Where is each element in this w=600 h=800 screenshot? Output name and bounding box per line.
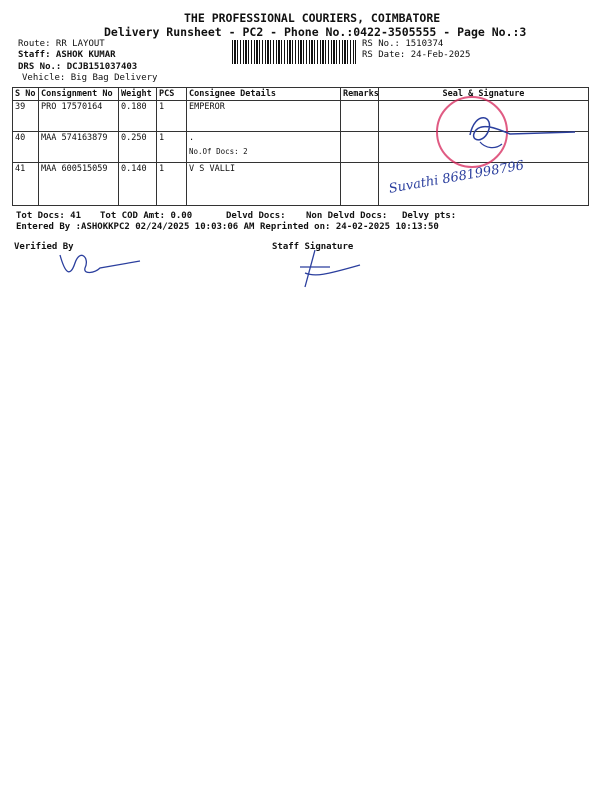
reprinted-on: Reprinted on: 24-02-2025 10:13:50 <box>260 222 439 232</box>
total-docs: Tot Docs: 41 <box>16 211 82 221</box>
table-header-row <box>13 88 589 101</box>
row-remarks <box>341 132 379 163</box>
docs-note: No.Of Docs: 2 <box>189 147 248 156</box>
staff-signature-label: Staff Signature <box>272 242 354 252</box>
verifier-signature <box>55 243 145 283</box>
row-pcs: 1 <box>157 101 187 132</box>
barcode <box>232 40 356 64</box>
column-header: Consignment No <box>39 88 119 101</box>
row-consignment: MAA 574163879 <box>39 132 119 163</box>
row-weight: 0.140 <box>119 163 157 206</box>
column-header: PCS <box>157 88 187 101</box>
non-delivered-docs: Non Delvd Docs: <box>306 211 388 221</box>
row-weight: 0.180 <box>119 101 157 132</box>
vehicle: Vehicle: Big Bag Delivery <box>22 73 158 83</box>
row-pcs: 1 <box>157 163 187 206</box>
row-consignment: MAA 600515059 <box>39 163 119 206</box>
handwritten-note: Suvathi 8681998796 <box>387 158 526 197</box>
total-cod: Tot COD Amt: 0.00 <box>100 211 193 221</box>
row-sno: 40 <box>13 132 39 163</box>
delivery-points: Delvy pts: <box>402 211 457 221</box>
row-consignment: PRO 17570164 <box>39 101 119 132</box>
rs-number: RS No.: 1510374 <box>362 39 444 49</box>
column-header: Seal & Signature <box>379 88 589 101</box>
row-consignee: EMPEROR <box>187 101 341 132</box>
drs-number: DRS No.: DCJB151037403 <box>18 62 138 72</box>
row-remarks <box>341 101 379 132</box>
column-header: Remarks <box>341 88 379 101</box>
column-header: S No <box>13 88 39 101</box>
delivered-docs: Delvd Docs: <box>226 211 286 221</box>
staff: Staff: ASHOK KUMAR <box>18 50 116 60</box>
row-sno: 39 <box>13 101 39 132</box>
row-weight: 0.250 <box>119 132 157 163</box>
route: Route: RR LAYOUT <box>18 39 105 49</box>
row-sno: 41 <box>13 163 39 206</box>
entered-by: Entered By :ASHOKKPC2 02/24/2025 10:03:06 AM <box>16 222 255 232</box>
row-consignee <box>187 132 341 163</box>
company-name: THE PROFESSIONAL COURIERS, COIMBATORE <box>184 11 441 25</box>
rs-date: RS Date: 24-Feb-2025 <box>362 50 471 60</box>
row-consignee: V S VALLI <box>187 163 341 206</box>
column-header: Consignee Details <box>187 88 341 101</box>
staff-signature <box>295 245 365 290</box>
runsheet-subtitle: Delivery Runsheet - PC2 - Phone No.:0422-3505555 - Page No.:3 <box>104 25 527 39</box>
verified-by-label: Verified By <box>14 242 74 252</box>
row-pcs: 1 <box>157 132 187 163</box>
column-header: Weight <box>119 88 157 101</box>
consignee-name: . <box>189 133 195 143</box>
row-remarks <box>341 163 379 206</box>
